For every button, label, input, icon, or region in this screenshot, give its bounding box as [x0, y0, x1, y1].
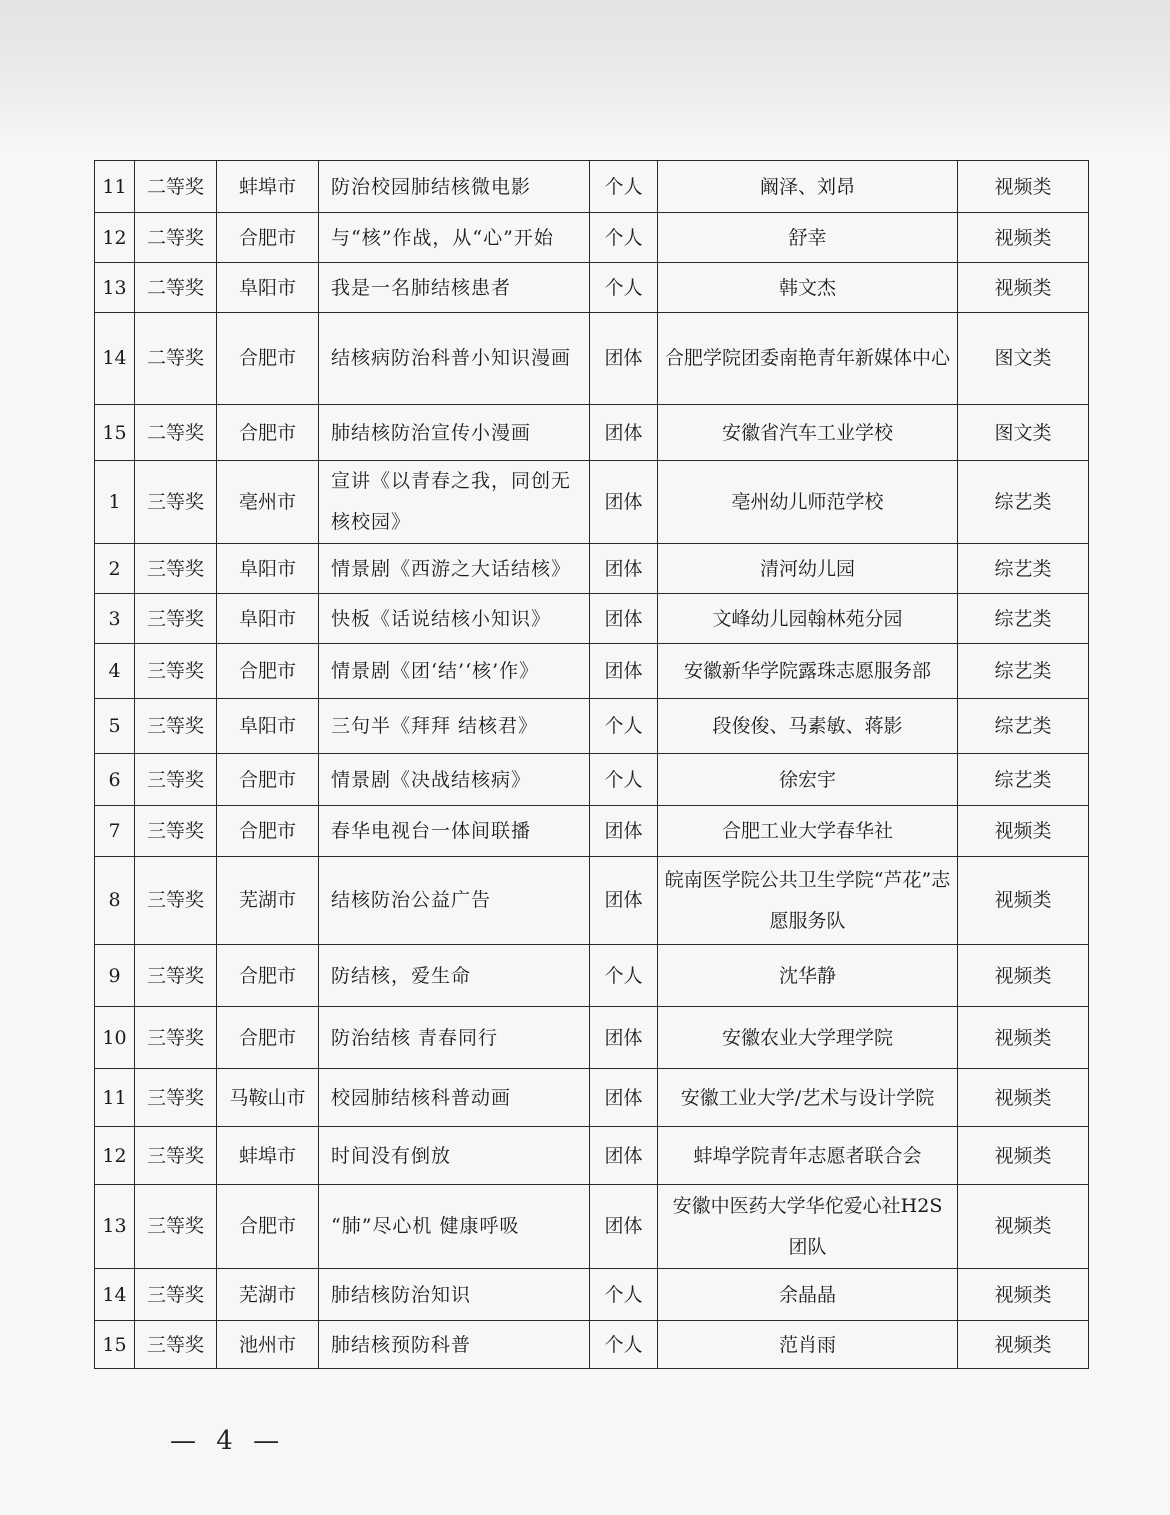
- cell-award: 三等奖: [135, 857, 217, 945]
- cell-title: 春华电视台一体间联播: [319, 806, 590, 857]
- cell-author: 文峰幼儿园翰林苑分园: [658, 594, 958, 644]
- cell-entry-type: 个人: [590, 945, 658, 1007]
- cell-author: 韩文杰: [658, 263, 958, 313]
- cell-city: 合肥市: [217, 213, 319, 263]
- cell-category: 综艺类: [958, 461, 1089, 544]
- page-number: — 4 —: [170, 1426, 286, 1456]
- cell-number: 7: [95, 806, 135, 857]
- cell-number: 13: [95, 1185, 135, 1269]
- table-body: [95, 161, 1089, 1369]
- cell-entry-type: 团体: [590, 644, 658, 699]
- cell-title: 肺结核预防科普: [319, 1321, 590, 1369]
- cell-city: 芜湖市: [217, 857, 319, 945]
- cell-author: 徐宏宇: [658, 754, 958, 806]
- cell-award: 三等奖: [135, 1069, 217, 1127]
- cell-author: 皖南医学院公共卫生学院“芦花”志愿服务队: [658, 857, 958, 945]
- cell-entry-type: 个人: [590, 1321, 658, 1369]
- cell-title: 情景剧《团‘结’‘核’作》: [319, 644, 590, 699]
- cell-author: 安徽农业大学理学院: [658, 1007, 958, 1069]
- table-row: [95, 754, 1089, 806]
- cell-author: 段俊俊、马素敏、蒋影: [658, 699, 958, 754]
- cell-author: 合肥工业大学春华社: [658, 806, 958, 857]
- cell-city: 合肥市: [217, 644, 319, 699]
- cell-category: 视频类: [958, 1127, 1089, 1185]
- cell-award: 二等奖: [135, 161, 217, 213]
- cell-city: 阜阳市: [217, 699, 319, 754]
- table-row: [95, 1127, 1089, 1185]
- table-row: [95, 313, 1089, 405]
- cell-city: 池州市: [217, 1321, 319, 1369]
- cell-entry-type: 团体: [590, 461, 658, 544]
- cell-award: 三等奖: [135, 1321, 217, 1369]
- cell-title: 防治校园肺结核微电影: [319, 161, 590, 213]
- cell-title: 情景剧《决战结核病》: [319, 754, 590, 806]
- cell-category: 综艺类: [958, 594, 1089, 644]
- cell-author: 安徽工业大学/艺术与设计学院: [658, 1069, 958, 1127]
- cell-author: 舒幸: [658, 213, 958, 263]
- cell-entry-type: 个人: [590, 754, 658, 806]
- cell-category: 视频类: [958, 945, 1089, 1007]
- cell-author: 阚泽、刘昂: [658, 161, 958, 213]
- cell-number: 4: [95, 644, 135, 699]
- cell-entry-type: 个人: [590, 699, 658, 754]
- cell-city: 阜阳市: [217, 544, 319, 594]
- cell-entry-type: 个人: [590, 161, 658, 213]
- cell-category: 视频类: [958, 1321, 1089, 1369]
- cell-category: 视频类: [958, 806, 1089, 857]
- cell-title: 时间没有倒放: [319, 1127, 590, 1185]
- table-row: [95, 806, 1089, 857]
- cell-category: 视频类: [958, 1185, 1089, 1269]
- cell-city: 芜湖市: [217, 1269, 319, 1321]
- cell-entry-type: 团体: [590, 1069, 658, 1127]
- cell-title: 结核防治公益广告: [319, 857, 590, 945]
- cell-category: 图文类: [958, 405, 1089, 461]
- cell-number: 13: [95, 263, 135, 313]
- cell-entry-type: 团体: [590, 594, 658, 644]
- cell-title: “肺”尽心机 健康呼吸: [319, 1185, 590, 1269]
- cell-city: 马鞍山市: [217, 1069, 319, 1127]
- cell-title: 肺结核防治知识: [319, 1269, 590, 1321]
- cell-award: 三等奖: [135, 1007, 217, 1069]
- cell-category: 视频类: [958, 857, 1089, 945]
- cell-city: 阜阳市: [217, 263, 319, 313]
- table-row: [95, 1069, 1089, 1127]
- table-row: [95, 1185, 1089, 1269]
- cell-title: 三句半《拜拜 结核君》: [319, 699, 590, 754]
- cell-number: 5: [95, 699, 135, 754]
- cell-number: 14: [95, 313, 135, 405]
- scan-shadow: [0, 0, 1170, 150]
- cell-award: 三等奖: [135, 699, 217, 754]
- table-row: [95, 857, 1089, 945]
- table-row: [95, 213, 1089, 263]
- cell-entry-type: 团体: [590, 1127, 658, 1185]
- cell-number: 2: [95, 544, 135, 594]
- cell-number: 3: [95, 594, 135, 644]
- cell-city: 亳州市: [217, 461, 319, 544]
- cell-award: 三等奖: [135, 644, 217, 699]
- cell-number: 14: [95, 1269, 135, 1321]
- cell-title: 与“核”作战，从“心”开始: [319, 213, 590, 263]
- cell-entry-type: 团体: [590, 313, 658, 405]
- cell-title: 肺结核防治宣传小漫画: [319, 405, 590, 461]
- cell-award: 二等奖: [135, 405, 217, 461]
- cell-number: 9: [95, 945, 135, 1007]
- cell-entry-type: 团体: [590, 405, 658, 461]
- cell-city: 阜阳市: [217, 594, 319, 644]
- cell-category: 综艺类: [958, 754, 1089, 806]
- cell-number: 6: [95, 754, 135, 806]
- cell-category: 图文类: [958, 313, 1089, 405]
- cell-entry-type: 团体: [590, 1185, 658, 1269]
- cell-title: 防治结核 青春同行: [319, 1007, 590, 1069]
- cell-number: 1: [95, 461, 135, 544]
- table-row: [95, 461, 1089, 544]
- cell-city: 合肥市: [217, 754, 319, 806]
- cell-category: 综艺类: [958, 644, 1089, 699]
- table-row: [95, 1269, 1089, 1321]
- awards-table: [94, 160, 1089, 1369]
- cell-author: 余晶晶: [658, 1269, 958, 1321]
- cell-author: 范肖雨: [658, 1321, 958, 1369]
- cell-award: 二等奖: [135, 313, 217, 405]
- cell-number: 10: [95, 1007, 135, 1069]
- cell-city: 合肥市: [217, 405, 319, 461]
- cell-author: 安徽新华学院露珠志愿服务部: [658, 644, 958, 699]
- cell-category: 视频类: [958, 1269, 1089, 1321]
- cell-author: 沈华静: [658, 945, 958, 1007]
- cell-category: 视频类: [958, 1007, 1089, 1069]
- cell-entry-type: 团体: [590, 1007, 658, 1069]
- cell-number: 8: [95, 857, 135, 945]
- cell-city: 合肥市: [217, 945, 319, 1007]
- cell-award: 三等奖: [135, 754, 217, 806]
- table-row: [95, 544, 1089, 594]
- cell-award: 三等奖: [135, 1185, 217, 1269]
- cell-city: 合肥市: [217, 313, 319, 405]
- cell-author: 安徽中医药大学华佗爱心社H2S团队: [658, 1185, 958, 1269]
- cell-title: 我是一名肺结核患者: [319, 263, 590, 313]
- cell-category: 视频类: [958, 263, 1089, 313]
- cell-city: 蚌埠市: [217, 161, 319, 213]
- table-row: [95, 644, 1089, 699]
- cell-number: 15: [95, 405, 135, 461]
- cell-award: 三等奖: [135, 806, 217, 857]
- cell-number: 12: [95, 1127, 135, 1185]
- cell-number: 11: [95, 1069, 135, 1127]
- cell-city: 合肥市: [217, 806, 319, 857]
- cell-author: 清河幼儿园: [658, 544, 958, 594]
- cell-author: 亳州幼儿师范学校: [658, 461, 958, 544]
- cell-category: 综艺类: [958, 699, 1089, 754]
- table-row: [95, 1007, 1089, 1069]
- cell-award: 三等奖: [135, 945, 217, 1007]
- cell-title: 结核病防治科普小知识漫画: [319, 313, 590, 405]
- cell-award: 三等奖: [135, 544, 217, 594]
- cell-author: 蚌埠学院青年志愿者联合会: [658, 1127, 958, 1185]
- table-row: [95, 161, 1089, 213]
- cell-title: 宣讲《以青春之我，同创无核校园》: [319, 461, 590, 544]
- cell-number: 15: [95, 1321, 135, 1369]
- cell-title: 防结核，爱生命: [319, 945, 590, 1007]
- cell-title: 校园肺结核科普动画: [319, 1069, 590, 1127]
- cell-city: 合肥市: [217, 1185, 319, 1269]
- cell-award: 三等奖: [135, 461, 217, 544]
- cell-title: 快板《话说结核小知识》: [319, 594, 590, 644]
- cell-award: 三等奖: [135, 594, 217, 644]
- cell-award: 三等奖: [135, 1269, 217, 1321]
- cell-category: 综艺类: [958, 544, 1089, 594]
- table-row: [95, 405, 1089, 461]
- cell-award: 二等奖: [135, 263, 217, 313]
- cell-category: 视频类: [958, 1069, 1089, 1127]
- cell-entry-type: 团体: [590, 544, 658, 594]
- table-row: [95, 594, 1089, 644]
- cell-entry-type: 个人: [590, 213, 658, 263]
- table-row: [95, 945, 1089, 1007]
- cell-author: 合肥学院团委南艳青年新媒体中心: [658, 313, 958, 405]
- cell-award: 三等奖: [135, 1127, 217, 1185]
- table-row: [95, 1321, 1089, 1369]
- cell-entry-type: 团体: [590, 806, 658, 857]
- cell-number: 12: [95, 213, 135, 263]
- cell-award: 二等奖: [135, 213, 217, 263]
- cell-entry-type: 个人: [590, 263, 658, 313]
- cell-author: 安徽省汽车工业学校: [658, 405, 958, 461]
- cell-title: 情景剧《西游之大话结核》: [319, 544, 590, 594]
- cell-city: 蚌埠市: [217, 1127, 319, 1185]
- cell-category: 视频类: [958, 213, 1089, 263]
- table-row: [95, 263, 1089, 313]
- cell-number: 11: [95, 161, 135, 213]
- cell-entry-type: 个人: [590, 1269, 658, 1321]
- cell-entry-type: 团体: [590, 857, 658, 945]
- cell-city: 合肥市: [217, 1007, 319, 1069]
- table-row: [95, 699, 1089, 754]
- cell-category: 视频类: [958, 161, 1089, 213]
